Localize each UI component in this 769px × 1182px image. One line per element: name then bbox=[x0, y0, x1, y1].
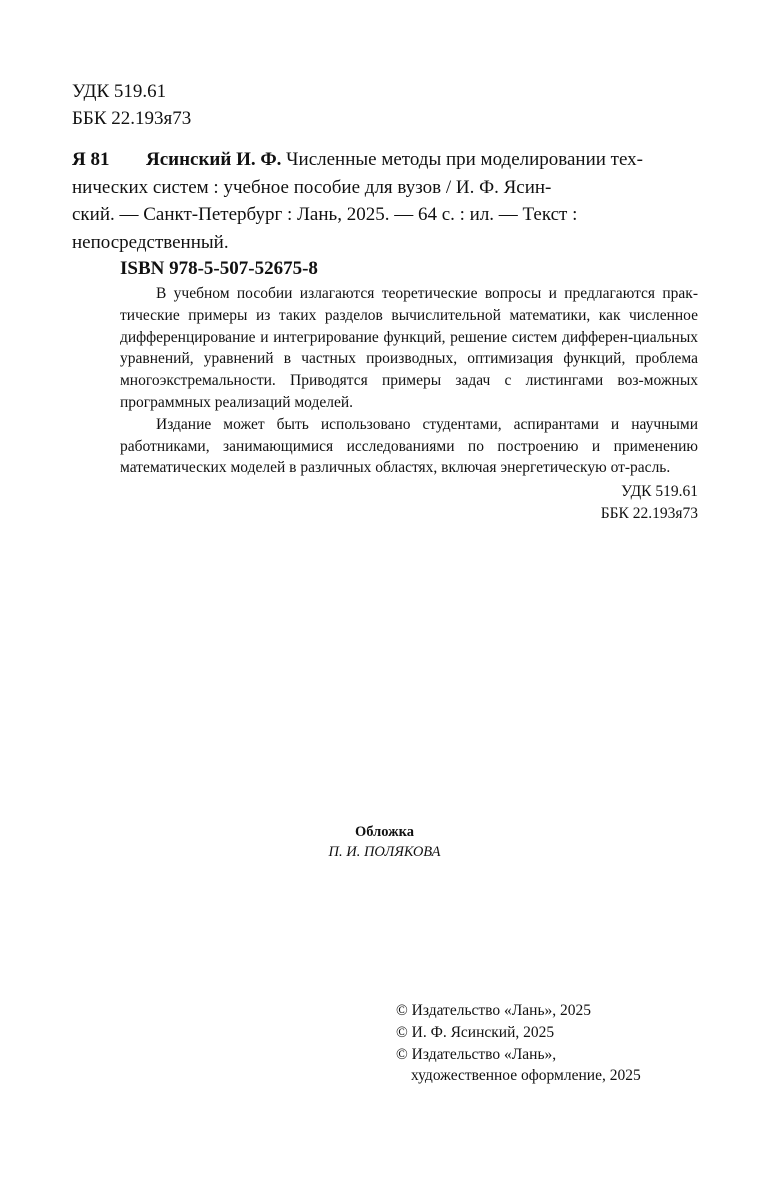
title-line-4: непосредственный. bbox=[72, 231, 229, 253]
copyright-line-1: © Издательство «Лань», 2025 bbox=[396, 1002, 592, 1019]
classification-codes-bottom bbox=[601, 481, 698, 525]
author-name: Ясинский И. Ф. bbox=[146, 149, 282, 170]
title-line-3: ский. — Санкт-Петербург : Лань, 2025. — 64 с. : ил. — Текст : bbox=[72, 204, 578, 225]
udk-code: УДК 519.61 bbox=[72, 81, 167, 102]
copyright-block bbox=[396, 1000, 641, 1087]
udk-code-bottom: УДК 519.61 bbox=[621, 483, 698, 500]
bibliographic-entry bbox=[72, 146, 698, 256]
cover-designer: П. И. ПОЛЯКОВА bbox=[328, 844, 441, 860]
copyright-line-2: © И. Ф. Ясинский, 2025 bbox=[396, 1023, 555, 1041]
abstract bbox=[120, 283, 698, 479]
abstract-paragraph-1: В учебном пособии излагаются теоретические вопросы и предлагаются прак-тические примеры из таких разделов вычислительной математики, как численное дифференцирование и интегрирование функций, решение систем дифферен-циальных уравнений, уравнений в частных производных, оптимизация функций, проблема многоэкстремальности. Приводятся примеры задач с листингами воз-можных программных реализаций моделей. bbox=[120, 285, 698, 411]
isbn: ISBN 978-5-507-52675-8 bbox=[120, 258, 318, 279]
cover-label: Обложка bbox=[354, 824, 415, 840]
copyright-line-4: художественное оформление, 2025 bbox=[411, 1067, 641, 1085]
bbk-code-bottom: ББК 22.193я73 bbox=[600, 504, 698, 522]
classification-codes-top bbox=[72, 78, 191, 132]
cover-credit bbox=[0, 822, 769, 862]
abstract-paragraph-2: Издание может быть использовано студентами, аспирантами и научными работниками, занимающимися исследованиями по построению и применению математических моделей в различных областях, включая энергетическую от-расль. bbox=[120, 415, 698, 477]
author-mark-code: Я 81 bbox=[72, 149, 110, 170]
copyright-line-3: © Издательство «Лань», bbox=[396, 1045, 557, 1063]
title-line-1: Численные методы при моделировании тех- bbox=[286, 149, 643, 170]
title-line-2: нических систем : учебное пособие для вузов / И. Ф. Ясин- bbox=[72, 176, 552, 198]
bbk-code: ББК 22.193я73 bbox=[72, 108, 192, 129]
